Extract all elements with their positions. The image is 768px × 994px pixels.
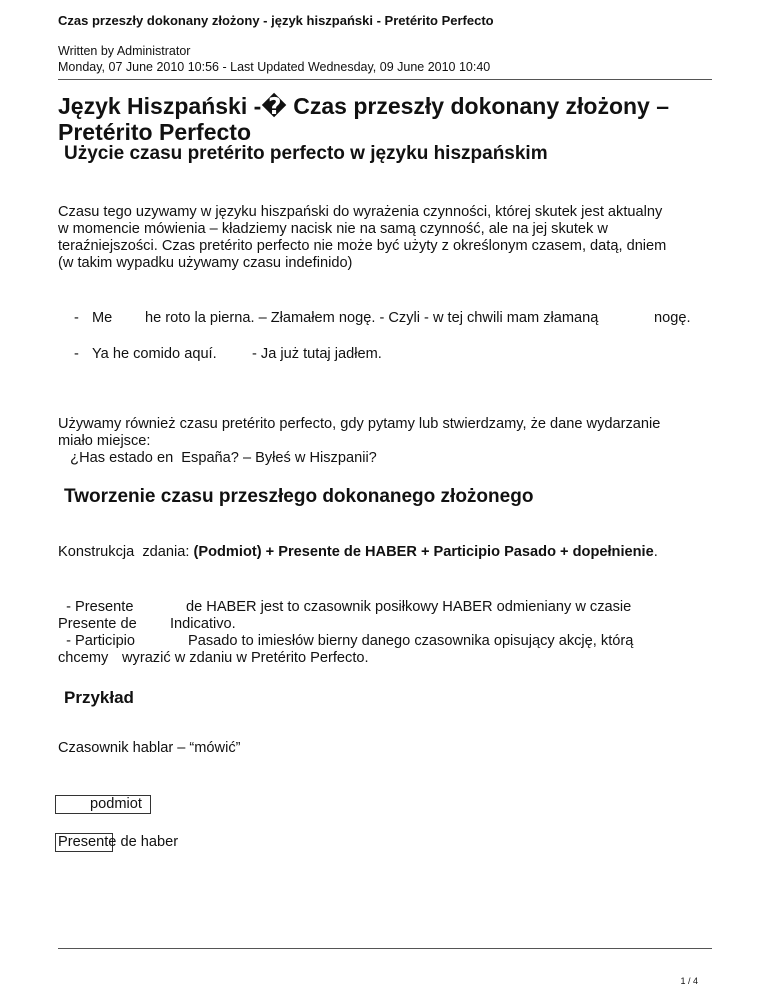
construction-line — [58, 544, 658, 561]
construction-formula: (Podmiot) + Presente de HABER + Participio Pasado + dopełnienie — [193, 544, 654, 560]
note-text: wyrazić w zdaniu w Pretérito Perfecto. — [122, 650, 369, 666]
footer-rule — [58, 948, 712, 949]
note-label: chcemy — [58, 650, 109, 666]
section-heading-formation: Tworzenie czasu przeszłego dokonanego złożonego — [64, 486, 534, 507]
paragraph-line: Używamy również czasu pretérito perfecto, gdy pytamy lub stwierdzamy, że dane wydarzanie — [58, 416, 661, 432]
example-dash: - — [74, 310, 79, 326]
note-label: Presente de — [58, 616, 137, 632]
example2-b: - Ja już tutaj jadłem. — [252, 346, 382, 362]
paragraph-line: ¿Has estado en España? – Byłeś w Hiszpanii? — [58, 450, 377, 466]
example1-c: nogę. — [654, 310, 691, 326]
construction-label: Konstrukcja zdania: — [58, 544, 194, 560]
article-title-line1: Język Hiszpański -� Czas przeszły dokonany złożony – — [58, 93, 670, 119]
example-dash: - — [74, 346, 79, 362]
date-line: Monday, 07 June 2010 10:56 - Last Updated Wednesday, 09 June 2010 10:40 — [58, 60, 491, 74]
example2-a: Ya he comido aquí. — [92, 346, 217, 362]
note-label: - Presente — [58, 599, 134, 615]
note-text: Pasado to imiesłów bierny danego czasownika opisujący akcję, którą — [188, 633, 634, 649]
example1-b: he roto la pierna. – Złamałem nogę. - Czyli - w tej chwili mam złamaną — [145, 310, 599, 326]
paragraph-line: teraźniejszości. Czas pretérito perfecto nie może być użyty z określonym czasem, datą, dniem — [58, 238, 667, 254]
note-text: Indicativo. — [170, 616, 236, 632]
example1-a: Me — [92, 310, 113, 326]
section-heading-example: Przykład — [64, 688, 134, 707]
table-cell-haber: Presente de haber — [58, 834, 179, 850]
paragraph-line: Czasu tego uzywamy w języku hiszpański do wyrażenia czynności, której skutek jest aktualny — [58, 204, 663, 220]
note-label: - Participio — [58, 633, 136, 649]
verb-line: Czasownik hablar – “mówić” — [58, 740, 241, 756]
construction-end: . — [653, 544, 658, 560]
article-title-line2: Pretérito Perfecto — [58, 119, 252, 145]
author-line: Written by Administrator — [58, 44, 191, 58]
page-number: 1 / 4 — [680, 976, 698, 986]
paragraph-line: miało miejsce: — [58, 433, 151, 449]
section-heading-usage: Użycie czasu pretérito perfecto w języku hiszpańskim — [64, 143, 548, 164]
paragraph-line: (w takim wypadku używamy czasu indefinido) — [58, 255, 353, 271]
paragraph-line: w momencie mówienia – kładziemy nacisk nie na samą czynność, ale na jej skutek w — [58, 221, 608, 237]
table-cell-subject: podmiot — [90, 796, 142, 812]
document-header-title: Czas przeszły dokonany złożony - język hiszpański - Pretérito Perfecto — [58, 13, 494, 28]
note-text: de HABER jest to czasownik posiłkowy HABER odmieniany w czasie — [186, 599, 632, 615]
header-rule — [58, 79, 712, 80]
